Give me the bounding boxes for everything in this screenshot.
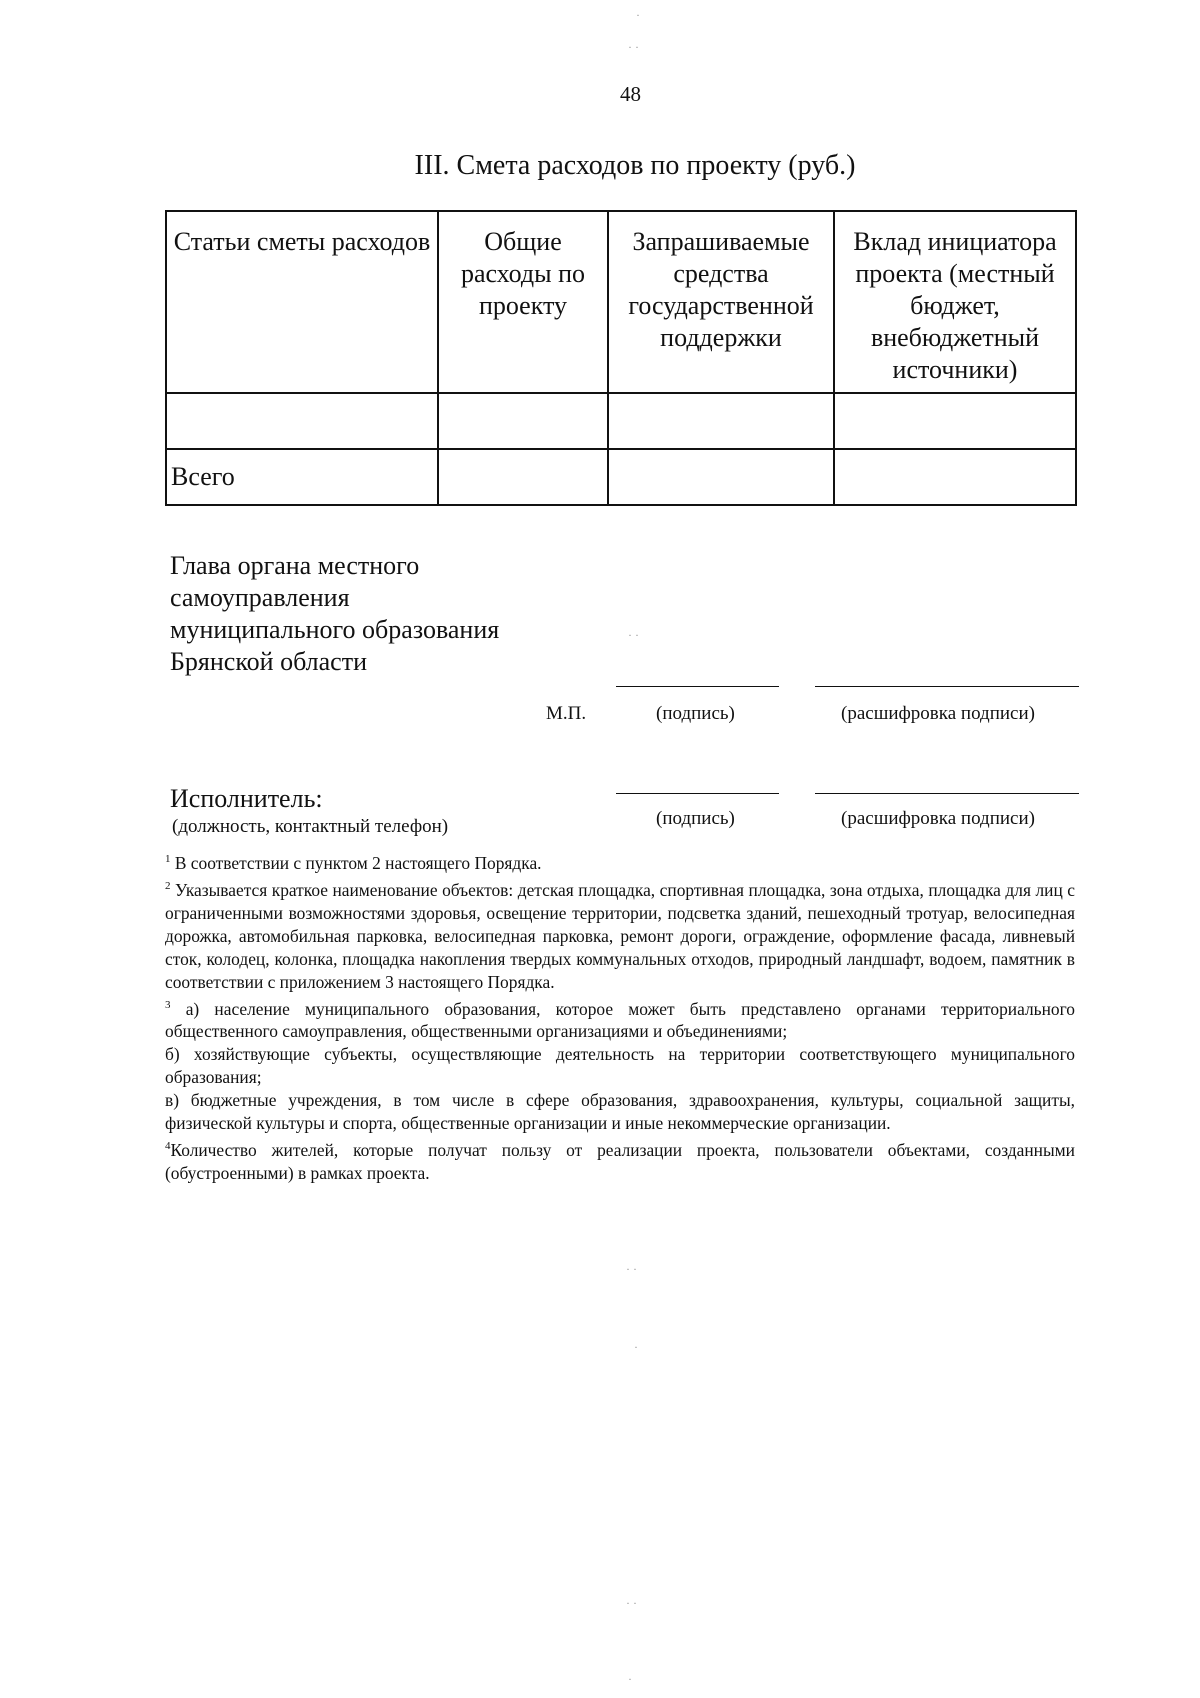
executor-decoding-caption: (расшифровка подписи) — [841, 808, 1035, 829]
header-expense-items: Статьи сметы расходов — [166, 211, 438, 393]
scan-speck: · — [634, 1340, 638, 1354]
footnote-text: Указывается краткое наименование объектов: детская площадка, спортивная площадка, зона отдыха, площадка для лиц с ограниченными возможностями здоровья, освещение территории, подсветка зданий, пешеходный тротуар, велосипедная дорожка, автомобильная парковка, велосипедная парковка, ремонт дороги, ограждение, оформление фасада, ливневый сток, колодец, колонка, площадка накопления твердых коммунальных отходов, природный ландшафт, водоем, памятник в соответствии с приложением 3 настоящего Порядка. — [165, 879, 1075, 992]
executor-signature-caption: (подпись) — [656, 808, 735, 829]
table-header-row — [166, 211, 1076, 393]
footnote-text: В соответствии с пунктом 2 настоящего Порядка. — [174, 852, 542, 873]
executor-decoding-line — [815, 793, 1079, 794]
header-initiator-contribution: Вклад инициатора проекта (местный бюджет, внебюджетный источники) — [834, 211, 1076, 393]
footnote-2 — [165, 875, 1075, 994]
scan-speck: · · — [628, 628, 639, 642]
table-total-row — [166, 449, 1076, 505]
head-line: муниципального образования — [170, 615, 500, 644]
table-cell — [166, 393, 438, 449]
executor-details: (должность, контактный телефон) — [172, 816, 449, 837]
table-cell — [438, 449, 608, 505]
footnote-mark: 4 — [165, 1140, 171, 1153]
footnote-mark: 2 — [165, 879, 171, 892]
total-label: Всего — [166, 449, 438, 505]
footnote-mark: 3 — [165, 998, 171, 1011]
scan-speck: · · — [626, 1262, 637, 1276]
head-line: самоуправления — [170, 583, 350, 612]
head-line: Глава органа местного — [170, 551, 420, 580]
footnote-1 — [165, 848, 1075, 875]
executor-signature-line — [616, 793, 779, 794]
header-requested-support: Запрашиваемые средства государственной поддержки — [608, 211, 834, 393]
signature-line — [616, 686, 779, 687]
scan-speck: · · — [628, 40, 639, 54]
head-of-authority — [170, 550, 499, 678]
footnote-3c: в) бюджетные учреждения, в том числе в сфере образования, здравоохранения, культуры, социальной защиты, физической культуры и спорта, общественные организации и иные некоммерческие организации. — [165, 1090, 1075, 1134]
section-title: III. Смета расходов по проекту (руб.) — [414, 150, 856, 181]
footnotes — [165, 848, 1075, 1185]
table-cell — [834, 449, 1076, 505]
table-row — [166, 393, 1076, 449]
footnote-mark: 1 — [165, 853, 171, 865]
page-number: 48 — [620, 82, 641, 106]
table-cell — [608, 393, 834, 449]
budget-table — [165, 210, 1077, 506]
decoding-caption: (расшифровка подписи) — [841, 703, 1035, 724]
stamp-label: М.П. — [546, 703, 587, 724]
table-cell — [834, 393, 1076, 449]
head-line: Брянской области — [170, 647, 367, 676]
footnote-3a — [165, 994, 1075, 1044]
signature-caption: (подпись) — [656, 703, 735, 724]
table-cell — [438, 393, 608, 449]
decoding-line — [815, 686, 1079, 687]
scan-speck: · · — [626, 1596, 637, 1610]
scan-speck: · — [636, 8, 640, 22]
table-cell — [608, 449, 834, 505]
executor-label: Исполнитель: — [170, 784, 323, 813]
scan-speck: · — [628, 1672, 632, 1686]
footnote-4 — [165, 1135, 1075, 1185]
header-total-costs: Общие расходы по проекту — [438, 211, 608, 393]
footnote-3b: б) хозяйствующие субъекты, осуществляющие деятельность на территории соответствующего муниципального образования; — [165, 1044, 1075, 1088]
footnote-text: Количество жителей, которые получат пользу от реализации проекта, пользователи объектами, созданными (обустроенными) в рамках проекта. — [165, 1140, 1075, 1184]
footnote-text: а) население муниципального образования, которое может быть представлено органами территориального общественного самоуправления, общественными организациями и объединениями; — [165, 998, 1075, 1042]
